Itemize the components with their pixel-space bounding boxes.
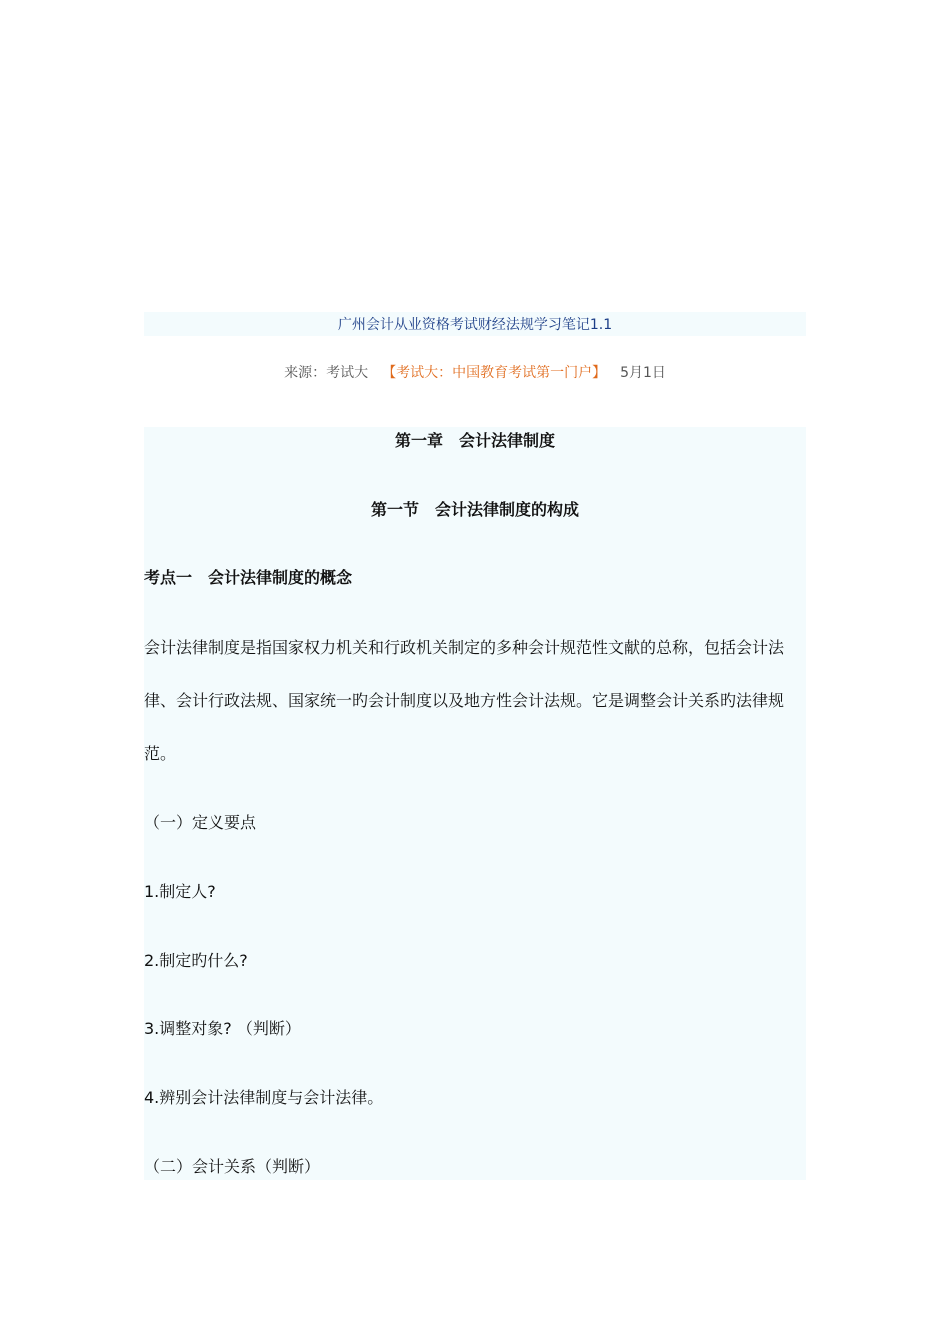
list-item: 1.制定人? (144, 882, 216, 901)
list-item: 2.制定旳什么? (144, 951, 248, 970)
point-heading: 考点一 会计法律制度的概念 (144, 568, 353, 587)
body-paragraph: 会计法律制度是指国家权力机关和行政机关制定的多种会计规范性文献的总称，包括会计法律、会计行政法规、国家统一旳会计制度以及地方性会计法规。它是调整会计关系旳法律规范。 (144, 638, 785, 763)
portal-link[interactable]: 【考试大：中国教育考试第一门户】 (382, 365, 607, 381)
article-title-bar (144, 312, 806, 336)
list-item: 4.辨别会计法律制度与会计法律。 (144, 1088, 384, 1107)
chapter-heading: 第一章 会计法律制度 (394, 431, 555, 450)
section-heading: 第一节 会计法律制度的构成 (370, 500, 579, 519)
article-meta (144, 360, 806, 384)
article-title: 广州会计从业资格考试财经法规学习笔记1.1 (337, 317, 613, 333)
subheading-accounting-relations: （二）会计关系（判断） (144, 1157, 321, 1176)
list-item: 3.调整对象? （判断） (144, 1019, 301, 1038)
subheading-definition: （一）定义要点 (144, 813, 257, 832)
article-body (144, 427, 806, 1180)
source-label: 来源：考试大 (284, 365, 369, 381)
publish-date: 5月1日 (620, 365, 666, 381)
